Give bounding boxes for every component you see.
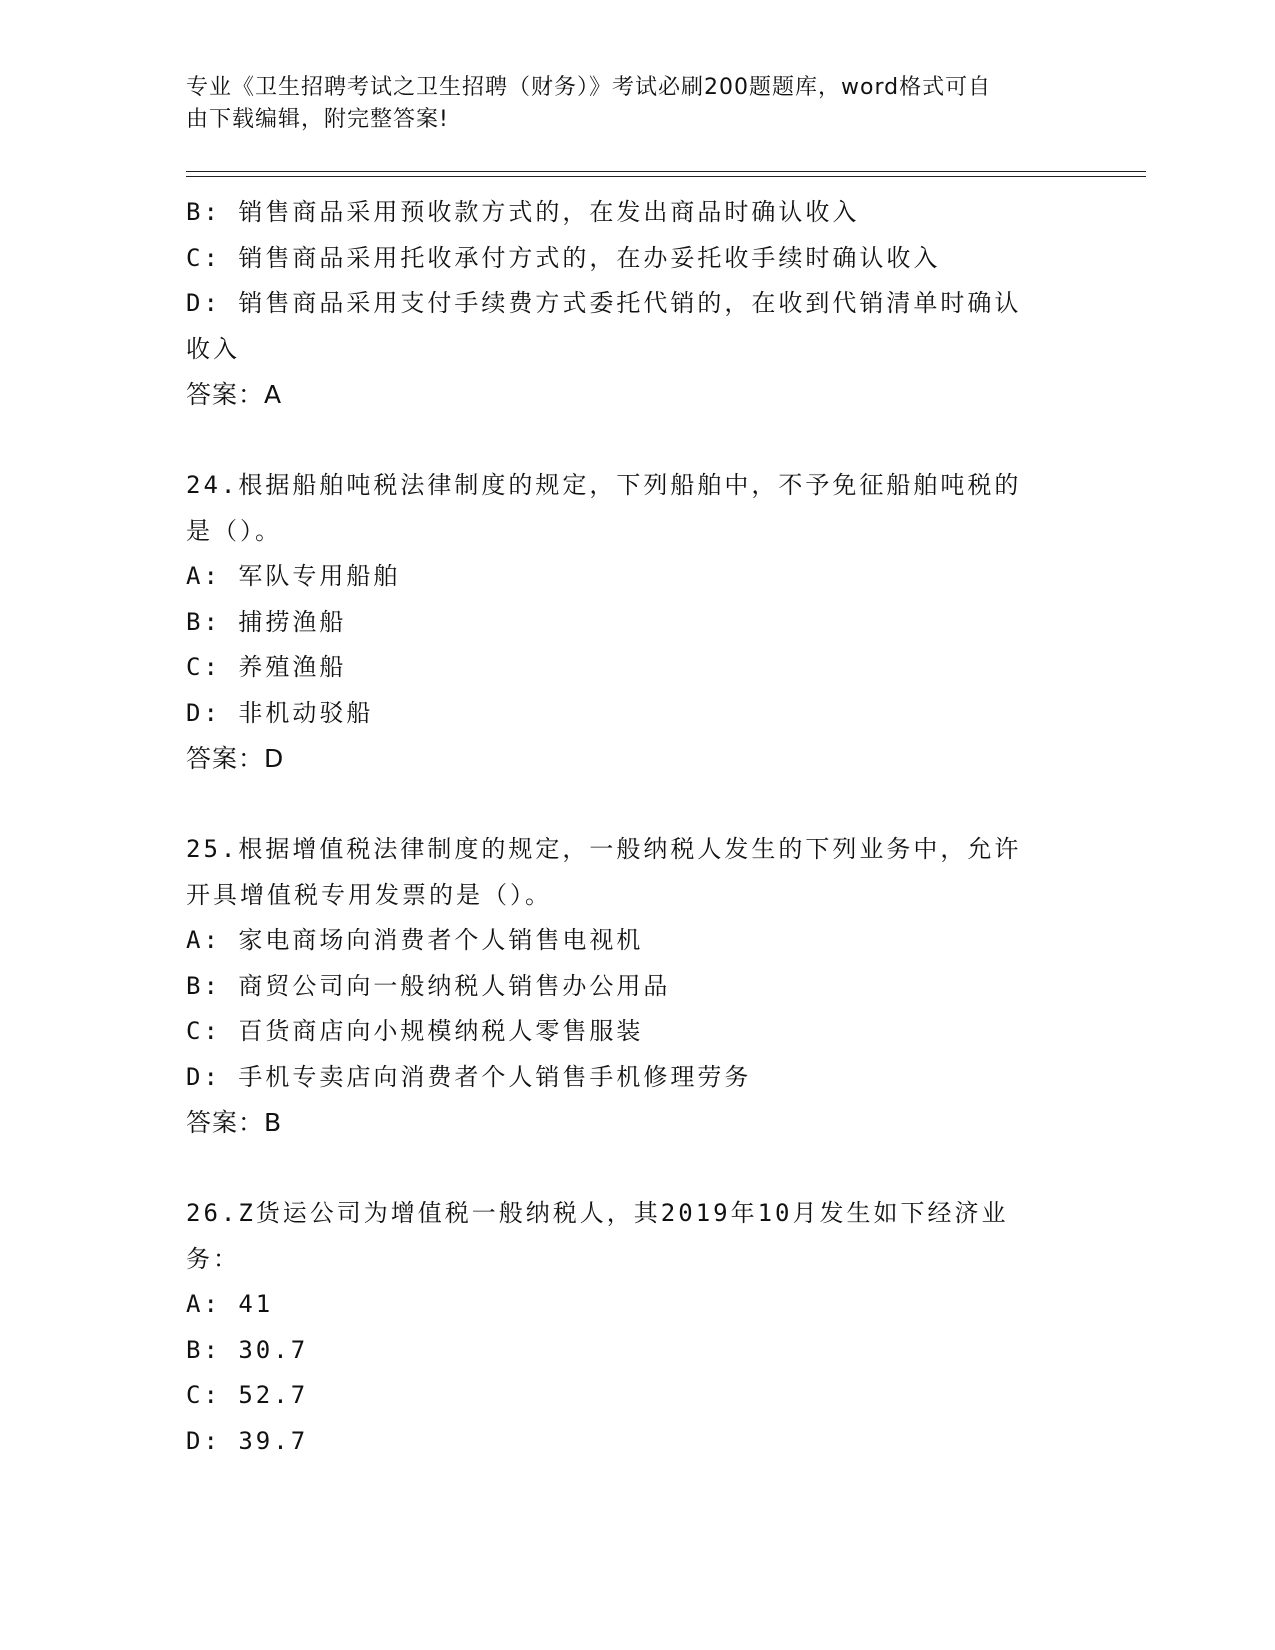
question-text-line: 26.Z货运公司为增值税一般纳税人，其2019年10月发生如下经济业 [186, 1199, 1009, 1227]
spacer [186, 782, 1066, 828]
header-line-1: 专业《卫生招聘考试之卫生招聘（财务）》考试必刷200题题库，word格式可自 [186, 75, 992, 100]
spacer [186, 1146, 1066, 1192]
question-25 [186, 827, 1066, 1146]
option-c: C: 养殖渔船 [186, 653, 347, 681]
header-line-2: 由下载编辑，附完整答案! [186, 107, 449, 132]
prev-question-options [186, 190, 1066, 418]
answer: 答案：D [186, 744, 285, 773]
option-c: C: 销售商品采用托收承付方式的，在办妥托收手续时确认收入 [186, 243, 941, 272]
option-d: D: 非机动驳船 [186, 698, 374, 727]
question-text-line: 务： [186, 1244, 240, 1273]
question-text-line: 24.根据船舶吨税法律制度的规定，下列船舶中，不予免征船舶吨税的 [186, 471, 1022, 499]
option-b: B: 商贸公司向一般纳税人销售办公用品 [186, 971, 671, 1000]
question-list [186, 190, 1066, 1464]
question-text-line: 25.根据增值税法律制度的规定，一般纳税人发生的下列业务中，允许 [186, 835, 1022, 863]
answer: 答案：A [186, 380, 283, 409]
option-a: A: 家电商场向消费者个人销售电视机 [186, 926, 644, 954]
option-c: C: 52.7 [186, 1381, 309, 1409]
question-text-line: 是（）。 [186, 516, 282, 545]
option-d-continued: 收入 [186, 334, 240, 363]
option-a: A: 41 [186, 1290, 274, 1318]
question-24 [186, 463, 1066, 782]
header-rule-bottom [186, 176, 1146, 177]
spacer [186, 418, 1066, 464]
option-a: A: 军队专用船舶 [186, 562, 401, 590]
option-d: D: 手机专卖店向消费者个人销售手机修理劳务 [186, 1062, 752, 1091]
header-rule-top [186, 171, 1146, 172]
answer: 答案：B [186, 1108, 283, 1137]
option-c: C: 百货商店向小规模纳税人零售服装 [186, 1017, 644, 1045]
option-b: B: 捕捞渔船 [186, 607, 347, 636]
option-b: B: 销售商品采用预收款方式的，在发出商品时确认收入 [186, 198, 860, 226]
question-26 [186, 1191, 1066, 1464]
option-d: D: 销售商品采用支付手续费方式委托代销的，在收到代销清单时确认 [186, 289, 1022, 317]
option-d: D: 39.7 [186, 1426, 309, 1455]
option-b: B: 30.7 [186, 1335, 309, 1364]
question-text-line: 开具增值税专用发票的是（）。 [186, 880, 552, 909]
document-header [186, 72, 1066, 136]
